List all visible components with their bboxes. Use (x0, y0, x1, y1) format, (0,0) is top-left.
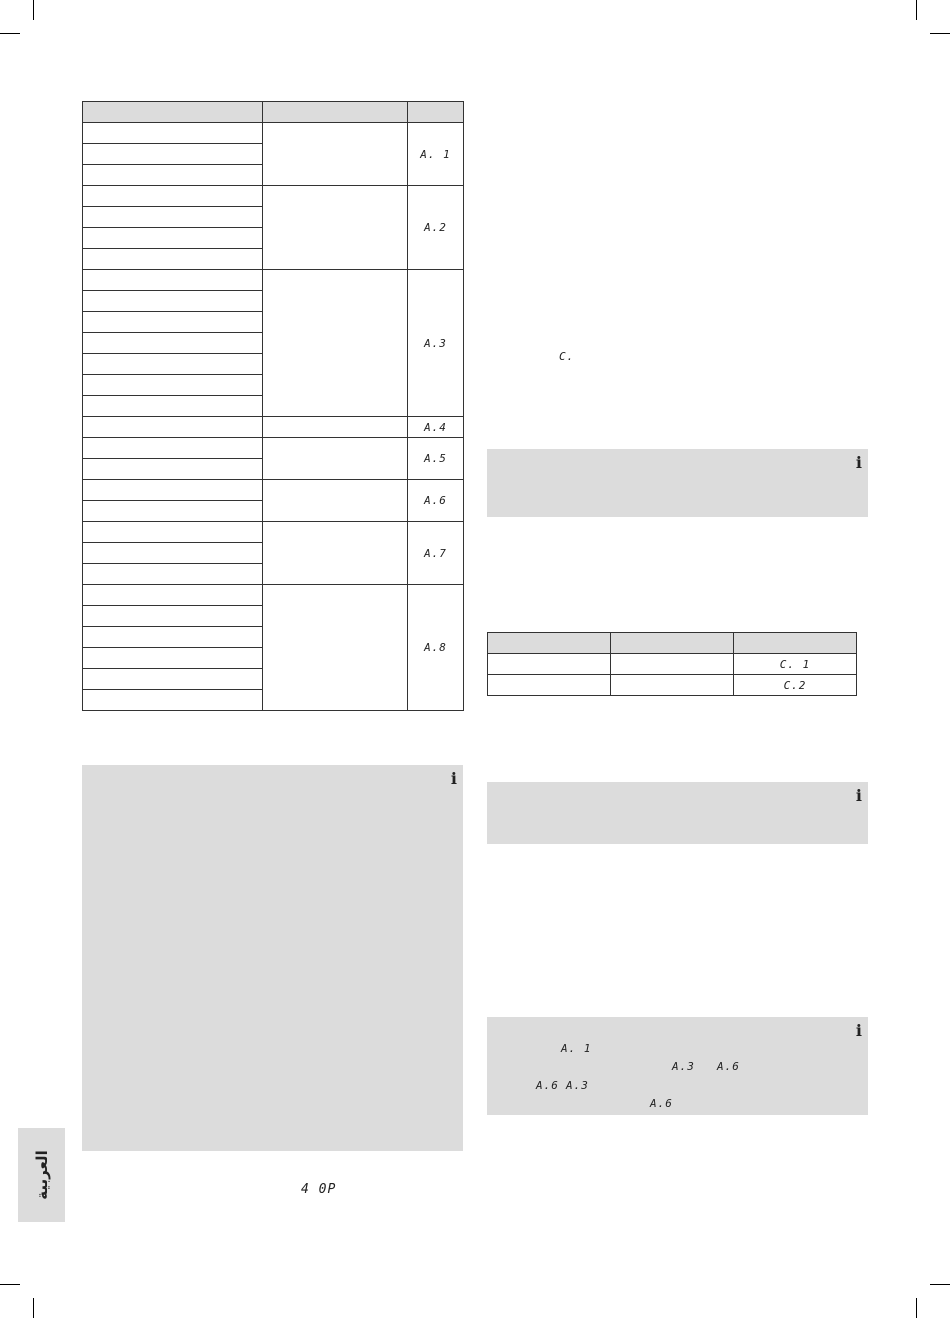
table-row (488, 675, 857, 696)
table-header-cell (263, 102, 408, 123)
table-cell (83, 522, 263, 543)
table-cell (263, 417, 408, 438)
table-row (83, 480, 464, 501)
table-header-row (83, 102, 464, 123)
info-note (487, 782, 868, 844)
crop-mark (916, 0, 917, 20)
table-cell (83, 144, 263, 165)
table-header-cell (408, 102, 464, 123)
table-cell (611, 654, 734, 675)
display-code: A.8 (408, 585, 464, 711)
table-header-cell (734, 633, 857, 654)
table-header-cell (611, 633, 734, 654)
table-cell (83, 690, 263, 711)
table-header-cell (83, 102, 263, 123)
crop-mark (0, 33, 20, 34)
table-cell (263, 186, 408, 270)
display-code: A.6 (408, 480, 464, 522)
display-code: A.6 (717, 1060, 740, 1073)
table-cell (83, 270, 263, 291)
table-cell (83, 648, 263, 669)
display-code: A.4 (408, 417, 464, 438)
language-tab (18, 1128, 65, 1222)
display-code: 4 0P (301, 1182, 337, 1197)
table-cell (83, 249, 263, 270)
code-table (487, 632, 857, 696)
table-cell (263, 438, 408, 480)
info-icon: i (855, 786, 862, 805)
language-tab-label: العربية (32, 1150, 51, 1200)
display-code: A.7 (408, 522, 464, 585)
table-cell (83, 123, 263, 144)
table-cell (83, 333, 263, 354)
table-cell (83, 669, 263, 690)
crop-mark (930, 33, 950, 34)
display-code: A.3 (408, 270, 464, 417)
crop-mark (0, 1284, 20, 1285)
error-code-table (82, 101, 464, 711)
info-note (487, 449, 868, 517)
crop-mark (930, 1284, 950, 1285)
crop-mark (33, 1298, 34, 1318)
display-code: A.5 (408, 438, 464, 480)
table-cell (263, 480, 408, 522)
table-cell (83, 291, 263, 312)
table-cell (83, 480, 263, 501)
table-cell (83, 312, 263, 333)
table-cell (263, 585, 408, 711)
table-row (83, 438, 464, 459)
table-cell (488, 654, 611, 675)
display-code: A.2 (408, 186, 464, 270)
display-code: A.6 (536, 1079, 559, 1092)
table-header-cell (488, 633, 611, 654)
table-cell (263, 522, 408, 585)
table-cell (83, 606, 263, 627)
table-cell (83, 459, 263, 480)
display-code: C.2 (734, 675, 857, 696)
table-row (83, 585, 464, 606)
info-note (82, 765, 463, 1151)
info-icon: i (450, 769, 457, 788)
table-row (83, 522, 464, 543)
table-cell (83, 165, 263, 186)
table-row (83, 186, 464, 207)
table-cell (83, 585, 263, 606)
display-code: A. 1 (408, 123, 464, 186)
table-row (83, 123, 464, 144)
display-code: A.6 (650, 1097, 673, 1110)
table-cell (263, 270, 408, 417)
info-icon: i (855, 453, 862, 472)
display-code: A.3 (672, 1060, 695, 1073)
table-row (488, 654, 857, 675)
table-cell (83, 627, 263, 648)
table-cell (83, 417, 263, 438)
display-code: A. 1 (561, 1042, 592, 1055)
info-icon: i (855, 1021, 862, 1040)
table-cell (83, 186, 263, 207)
table-cell (83, 354, 263, 375)
table-body (83, 123, 464, 711)
table-cell (83, 543, 263, 564)
table-cell (263, 123, 408, 186)
table-row (83, 270, 464, 291)
table-cell (83, 438, 263, 459)
info-note (487, 1017, 868, 1115)
crop-mark (916, 1298, 917, 1318)
table-cell (83, 501, 263, 522)
table-row (83, 417, 464, 438)
table-header-row (488, 633, 857, 654)
crop-mark (33, 0, 34, 20)
table-cell (83, 396, 263, 417)
table-cell (488, 675, 611, 696)
table-cell (83, 207, 263, 228)
table-cell (83, 375, 263, 396)
table-cell (83, 228, 263, 249)
table-cell (83, 564, 263, 585)
table-cell (611, 675, 734, 696)
display-code: C. 1 (734, 654, 857, 675)
display-code: C. (559, 350, 575, 363)
display-code: A.3 (566, 1079, 589, 1092)
